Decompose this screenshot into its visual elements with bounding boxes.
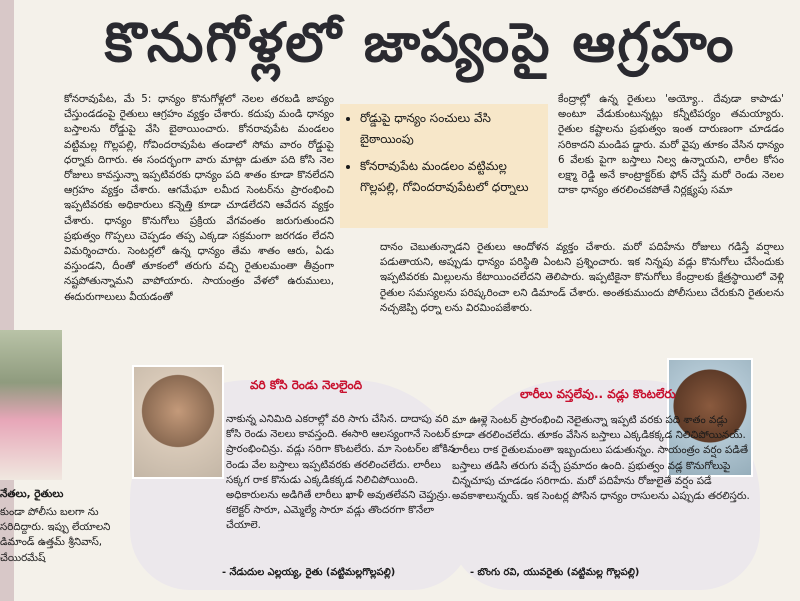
quote-signature-left: - నేడుదుల ఎల్లయ్య, రైతు (వట్టిమల్లగొల్లపల్లి)	[222, 567, 396, 578]
farmer-portrait-left	[132, 365, 224, 479]
quote-title-right: లారీలు వస్తలేవు.. వడ్లు కొంటలేరు	[520, 387, 676, 401]
paragraph-col1: కోనరావుపేట, మే 5: ధాన్యం కొనుగోళ్లలో నెలల తరబడి జాప్యం చేస్తుండడంపై రైతులు ఆగ్రహం వ్యక్తం చేశారు. కదుపు మండి ధాన్యం బస్తాలను రోడ్డుపై వేసి బైఠాయించారు. కోనరావుపేట మండలం వట్టిమల్ల గొల్లపల్లి, గోవిందరావుపేట తండాలో సోమ వారం రోడ్డుపై ధర్నాకు దిగారు. ఈ సందర్భంగా వారు మాట్లా డుతూ పది కోసి నెల రోజులు కావస్తున్నా ఇప్పటివరకు ధాన్యం పది శాతం కూడా కొనలేదని ఆగ్రహం వ్యక్తం చేశారు. ఆగమేఘా లమీద సెంటర్‌ను ప్రారంభించి ఇప్పటివరకు అధికారులు కన్నెత్తి కూడా చూడలేదని ఆవేదన వ్యక్తం చేశారు. ధాన్యం కొనుగోలు ప్రక్రియ వేగవంతం జరుగుతుందని ప్రభుత్వం గొప్పలు చెప్పడం తప్ప ఎక్కడా సక్రమంగా జరగడం లేదని విమర్శించారు. సెంటర్లలో ఉన్న ధాన్యం తేమ శాతం ఆరు, ఏడు వస్తుండని, దీంతో తూకంలో తరుగు వచ్చి రైతులమంతా తీవ్రంగా నష్టపోతున్నామని వాపోయారు. సాయంత్రం వేళలో ఉరుములు, ఈదురుగాలులు వీయడంతో	[64, 93, 334, 303]
highlight-box	[340, 104, 548, 228]
article-column-wide	[380, 240, 784, 360]
paragraph-wide: దానం చెబుతున్నాడని రైతులు ఆందోళన వ్యక్తం చేశారు. మరో పదిహేను రోజులు గడిస్తే వర్షాలు పడుతాయని, అప్పుడు ధాన్యం పరిస్థితి ఏంటని ప్రశ్నించారు. ఇక నిన్నపు వడ్లు కొనుగోలు చేసేందుకు ఇప్పటివరకు మిల్లులను కేటాయించలేదని తెలిపారు. ఇప్పటికైనా కొనుగోలు కేంద్రాలకు క్షేత్రస్థాయిలో వెళ్లి రైతుల సమస్యలను పరిష్కరించా లని డిమాండ్ చేశారు. అంతకుముందు పోలీసులు చేరుకుని రైతులను నచ్చజెప్పి ధర్నా లను విరమింపజేశారు.	[380, 241, 784, 314]
highlight-item: • కోనరావుపేట మండలం వట్టిమల్ల గొల్లపల్లి, గోవిందరావుపేటలో ధర్నాలు	[360, 156, 542, 198]
article-column-bottom-left: కుండా పోలీసు బలగా ను సరిదిద్దారు. ఇప్పు లేయాలని డిమాండ్ ఉత్తమ్ శ్రీనివాస్, చేయిరమేష్	[0, 506, 111, 564]
page-title: కొనుగోళ్లలో జాప్యంపై ఆగ్రహం	[104, 11, 736, 74]
highlight-item: • రోడ్డుపై ధాన్యం సంచులు వేసి బైఠాయింపు	[360, 108, 542, 150]
quote-text-right: మా ఊళ్లె సెంటర్ ప్రారంభించి నెలైతున్నా ఇప్పటి వరకు పది శాతం వడ్లు కూడా తరలించలేదు. తూకం వేసిన బస్తాలు ఎక్కడికక్కడ నిలిచిపోయినయ్. లారీలు రాక రైతులమంతా ఇబ్బందులు పడుతున్నం. సాయంత్రం వర్షం పడితే బస్తాలు తడిసి తరుగు వచ్చే ప్రమాదం ఉంది. ప్రభుత్వం వడ్ల కొనుగోలుపై చిన్నచూపు చూడడం సరిగాదు. మరో పదిహేను రోజులైతే వర్షం పడే అవకాశాలున్నయ్. ఇక సెంటర్ల పోసిన ధాన్యం రాసులను ఎప్పుడు తరలిస్తరు.	[452, 414, 750, 503]
quote-title-left: వరి కోసి రెండు నెలలైంది	[250, 378, 363, 392]
photo-caption: నేతలు, రైతులు	[0, 488, 64, 500]
article-column-1	[64, 92, 334, 342]
quote-signature-right: - బొంగు రవి, యువరైతు (వట్టిమల్ల గొల్లపల్లి)	[470, 567, 640, 578]
quote-text-left: నాకున్న ఎనిమిది ఎకరాల్లో వరి సాగు చేసిన. దాదాపు వరి కోసి రెండు నెలలు కావస్తంది. ఈసారి ఆలస్యంగానే సెంటర్ ప్రారంభించిన్రు. వడ్లు సరిగా కొంటలేరు. మా సెంటర్‌ల జోకిన రెండు వేల బస్తాలు ఇప్పటివరకు తరలించలేదు. లారీలు సక్కగ రాక కొనుడు ఎక్కడికక్కడ నిలిచిపోయింది. అధికారులను అడిగితే లారీలు ఖాళీ అవుతలేవని చెప్తున్రు. కలెక్టర్ సారూ, ఎమ్మెల్యే సారూ వడ్లు తొందరగా కొనేలా చేయాలె.	[226, 413, 456, 532]
protest-photo	[0, 330, 62, 480]
article-column-3	[558, 92, 784, 242]
paragraph-col3: కేంద్రాల్లో ఉన్న రైతులు 'అయ్యో.. దేవుడా కాపాడు' అంటూ వేడుకుంటున్నట్లు కన్నీటిపర్యం తమయ్యారు. రైతుల కష్టాలను ప్రభుత్వం ఇంత దారుణంగా చూడడం సరికాదని మండిప డ్డారు. మరో వైపు తూకం వేసిన ధాన్యం 6 వేలకు పైగా బస్తాలు నిల్వ ఉన్నాయని, లారీల కోసం లక్ష్మా రెడ్డి అనే కాంట్రాక్టర్‌కు ఫోన్ చేస్తే మరో రెండు నెలల దాకా ధాన్యం తరలించకపోతే నిర్లక్ష్యపు సమా	[558, 93, 784, 197]
